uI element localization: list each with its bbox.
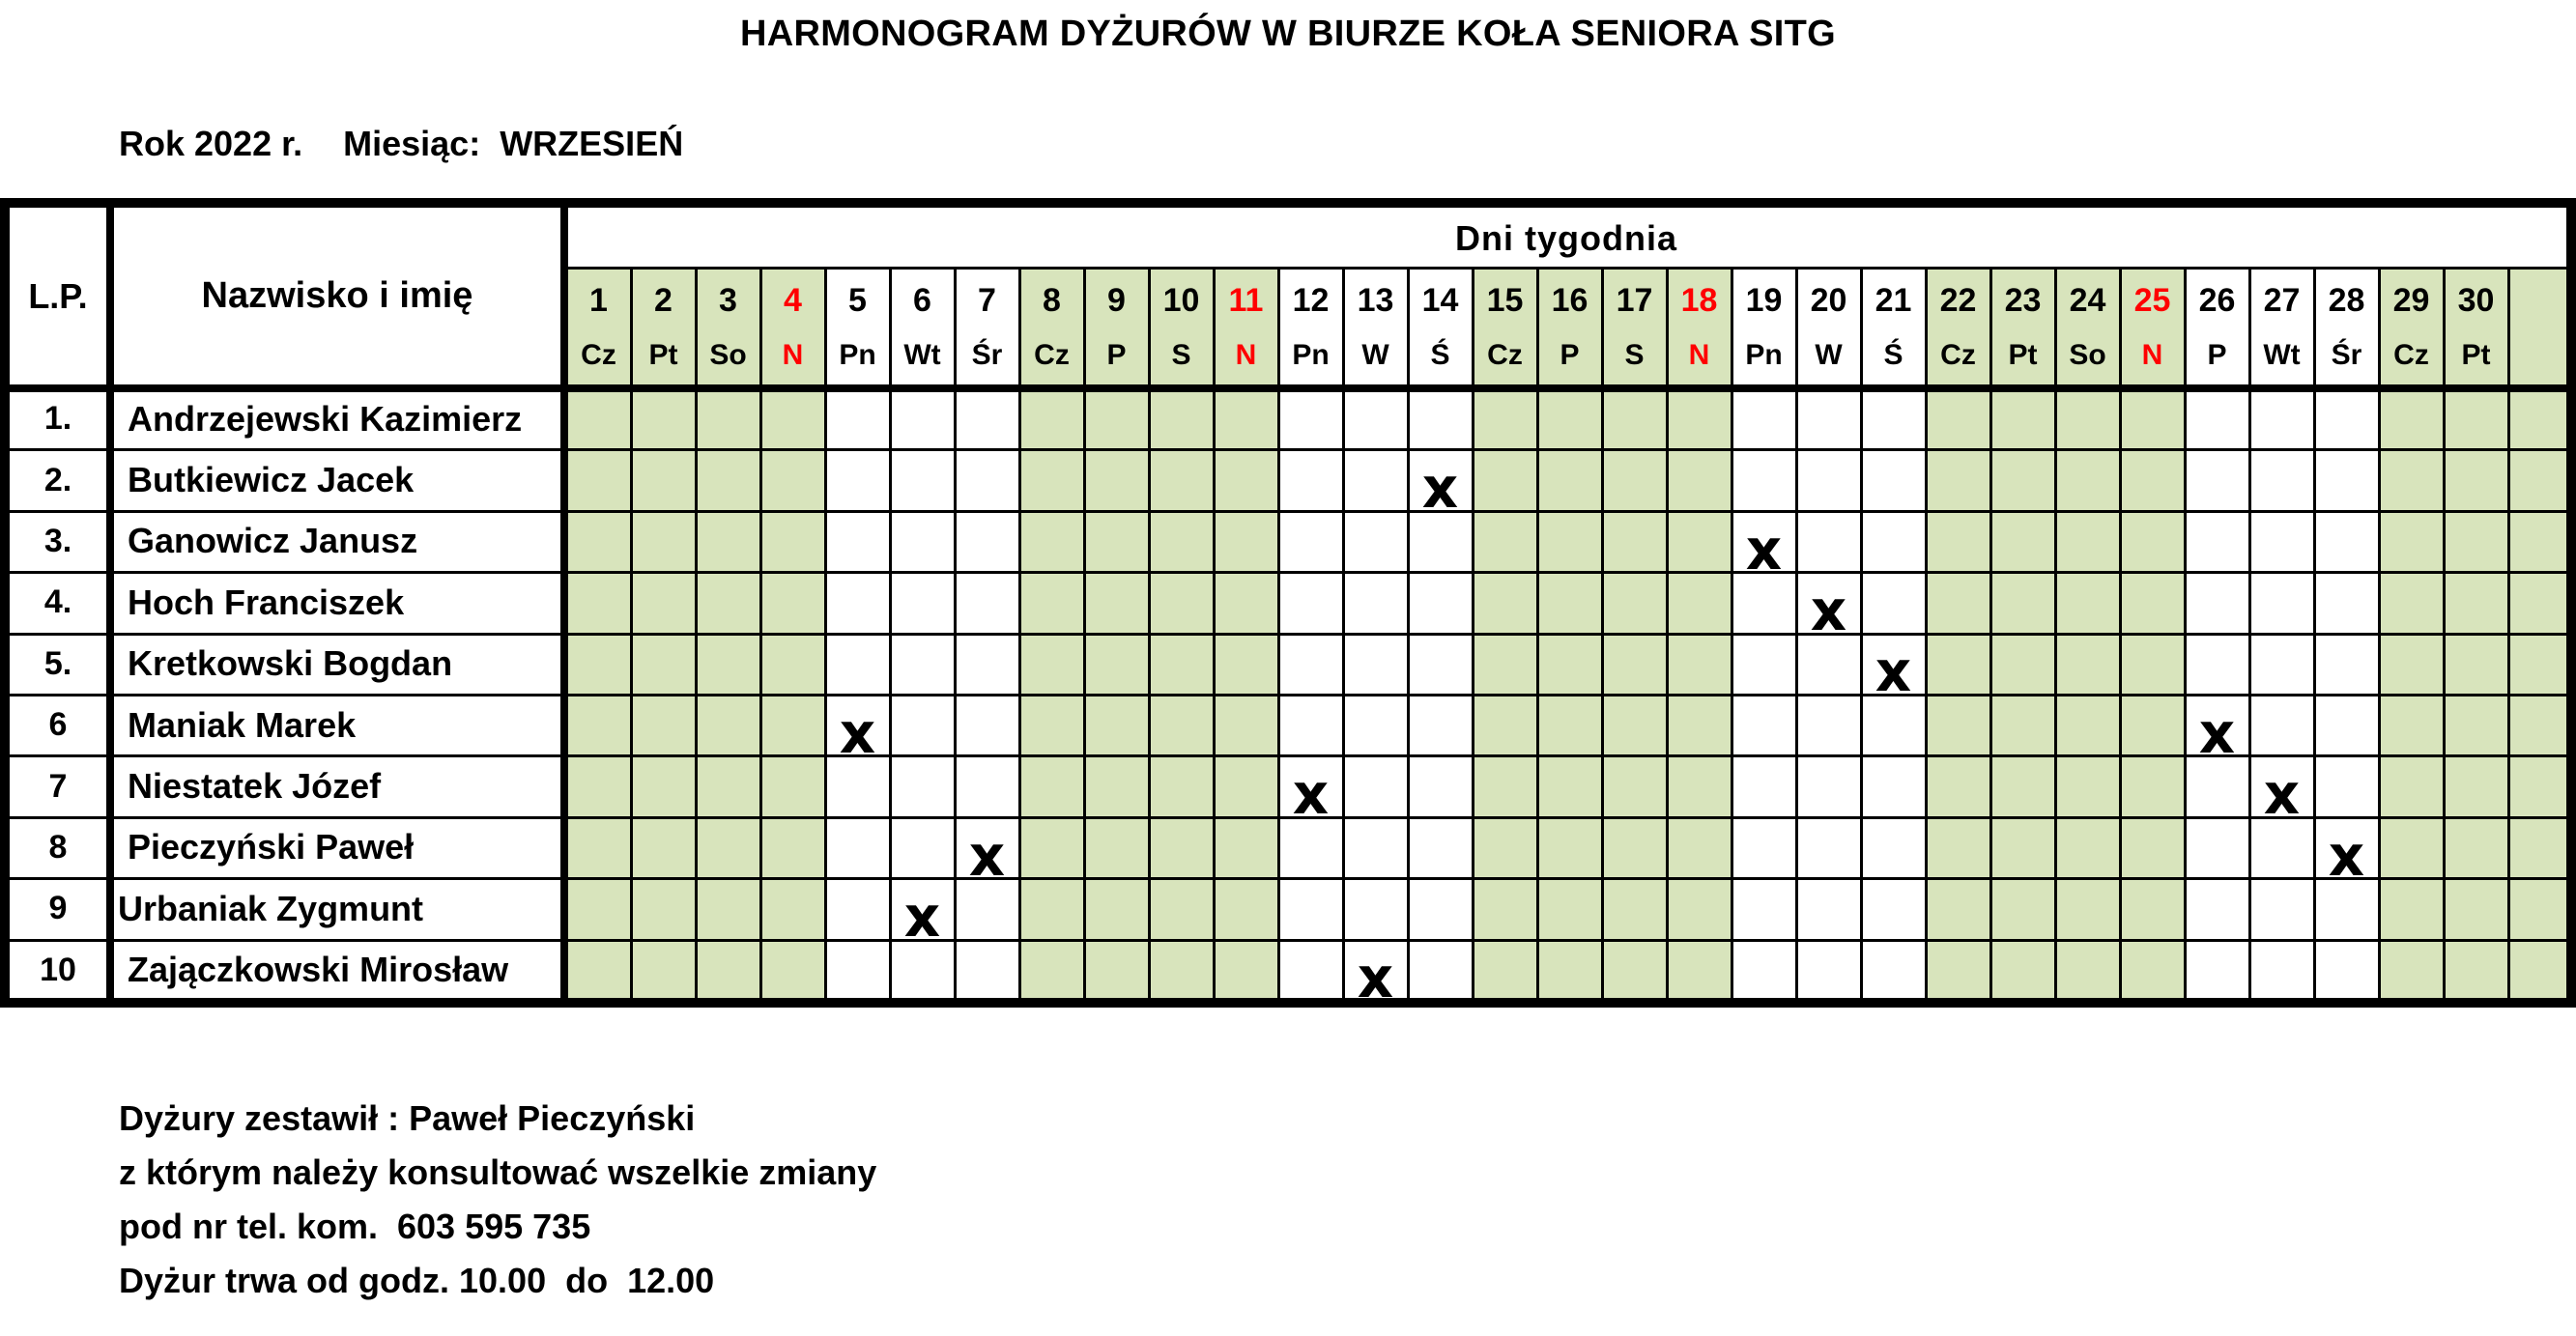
- day-number: 6: [913, 281, 931, 319]
- day-name: Cz: [581, 339, 616, 371]
- month-label: Miesiąc: WRZESIEŃ: [343, 124, 684, 163]
- day-number: 14: [1421, 281, 1459, 319]
- day-number: 1: [589, 281, 608, 319]
- person-name: Kretkowski Bogdan: [128, 643, 453, 684]
- footer-notes: [119, 1092, 876, 1308]
- day-number: 16: [1551, 281, 1589, 319]
- day-number: 30: [2457, 281, 2495, 319]
- day-number: 27: [2263, 281, 2301, 319]
- day-number: 20: [1810, 281, 1847, 319]
- day-name: So: [709, 339, 747, 371]
- day-number: 17: [1616, 281, 1653, 319]
- day-number: 10: [1162, 281, 1200, 319]
- duty-mark: x: [839, 699, 876, 766]
- day-number: 12: [1292, 281, 1330, 319]
- person-name: Urbaniak Zygmunt: [118, 888, 424, 928]
- day-name: P: [1560, 339, 1580, 371]
- day-name: Ś: [1430, 339, 1450, 371]
- duty-mark: x: [968, 822, 1006, 889]
- header-name: Nazwisko i imię: [201, 275, 473, 316]
- row-number: 6: [48, 706, 68, 744]
- day-name: So: [2069, 339, 2106, 371]
- day-name: S: [1171, 339, 1191, 371]
- duty-mark: x: [2328, 822, 2365, 889]
- period-line: [119, 124, 683, 164]
- day-name: Pn: [1745, 339, 1783, 371]
- duty-mark: x: [1292, 761, 1330, 828]
- page-title: HARMONOGRAM DYŻURÓW W BIURZE KOŁA SENIORA SITG: [739, 14, 1837, 54]
- duty-mark: x: [1745, 516, 1783, 583]
- day-number: 13: [1357, 281, 1394, 319]
- day-number: 25: [2133, 281, 2171, 319]
- duty-mark: x: [1810, 577, 1847, 643]
- day-name: S: [1624, 339, 1645, 371]
- row-number: 10: [40, 951, 76, 988]
- duty-mark: x: [903, 883, 941, 950]
- day-name: P: [1106, 339, 1127, 371]
- person-name: Butkiewicz Jacek: [128, 460, 415, 500]
- day-name: P: [2207, 339, 2227, 371]
- day-name: Wt: [903, 339, 941, 371]
- day-number: 2: [654, 281, 673, 319]
- day-name: [2508, 328, 2573, 383]
- day-number: 23: [2004, 281, 2042, 319]
- person-name: Ganowicz Janusz: [128, 521, 418, 561]
- person-name: Pieczyński Paweł: [128, 827, 415, 867]
- day-name: N: [782, 339, 804, 371]
- row-number: 1.: [43, 400, 72, 438]
- day-number: 11: [1228, 281, 1264, 319]
- day-name: Pt: [2461, 339, 2491, 371]
- header-lp: L.P.: [28, 275, 88, 316]
- row-number: 3.: [43, 522, 72, 559]
- day-number: 5: [848, 281, 867, 319]
- duty-schedule-table: [0, 198, 2576, 1011]
- day-number: 8: [1043, 281, 1061, 319]
- day-number: 3: [719, 281, 737, 319]
- row-number: 4.: [43, 583, 72, 621]
- row-number: 7: [48, 767, 68, 805]
- row-number: 8: [48, 828, 68, 866]
- person-name: Maniak Marek: [128, 704, 357, 745]
- person-name: Hoch Franciszek: [128, 582, 405, 622]
- duty-mark: x: [2263, 761, 2301, 828]
- row-number: 2.: [43, 461, 72, 498]
- day-name: Pt: [648, 339, 678, 371]
- divider: [106, 198, 114, 1008]
- day-number: 29: [2392, 281, 2430, 319]
- year-label: Rok 2022 r.: [119, 124, 303, 163]
- day-number: 7: [978, 281, 996, 319]
- day-number: 26: [2198, 281, 2236, 319]
- day-number: 24: [2069, 281, 2106, 319]
- header-days-of-week: Dni tygodnia: [1455, 217, 1677, 258]
- day-name: W: [1361, 339, 1389, 371]
- row-number: 9: [48, 890, 68, 927]
- day-name: Pn: [1292, 339, 1330, 371]
- person-name: Andrzejewski Kazimierz: [128, 398, 523, 439]
- day-name: Ś: [1883, 339, 1903, 371]
- footer-author: Dyżury zestawił : Paweł Pieczyński: [119, 1098, 696, 1138]
- footer-contact-note: z którym należy konsultować wszelkie zmiany: [119, 1152, 877, 1192]
- day-number: [2508, 270, 2573, 330]
- day-name: W: [1815, 339, 1843, 371]
- day-number: 21: [1875, 281, 1912, 319]
- day-number: 18: [1680, 281, 1718, 319]
- day-name: Cz: [1940, 339, 1976, 371]
- person-name: Zajączkowski Mirosław: [128, 950, 509, 990]
- duty-mark: x: [2198, 699, 2236, 766]
- footer-phone: pod nr tel. kom. 603 595 735: [119, 1207, 591, 1246]
- duty-mark: x: [1875, 639, 1912, 705]
- duty-mark: x: [1421, 455, 1459, 522]
- person-name: Niestatek Józef: [128, 766, 382, 807]
- day-name: Śr: [2331, 339, 2362, 371]
- day-name: N: [1235, 339, 1257, 371]
- day-number: 15: [1486, 281, 1524, 319]
- day-number: 9: [1107, 281, 1126, 319]
- day-number: 4: [784, 281, 802, 319]
- day-name: Wt: [2263, 339, 2301, 371]
- day-number: 22: [1939, 281, 1977, 319]
- day-name: Pt: [2008, 339, 2038, 371]
- row-number: 5.: [43, 644, 72, 682]
- day-name: N: [2141, 339, 2163, 371]
- duty-mark: x: [1357, 945, 1394, 1011]
- day-name: Pn: [839, 339, 876, 371]
- day-name: Cz: [2393, 339, 2429, 371]
- day-number: 19: [1745, 281, 1783, 319]
- day-name: Cz: [1034, 339, 1070, 371]
- day-number: 28: [2328, 281, 2365, 319]
- day-name: Cz: [1487, 339, 1523, 371]
- day-name: Śr: [971, 339, 1003, 371]
- footer-hours: Dyżur trwa od godz. 10.00 do 12.00: [119, 1261, 715, 1300]
- day-name: N: [1688, 339, 1710, 371]
